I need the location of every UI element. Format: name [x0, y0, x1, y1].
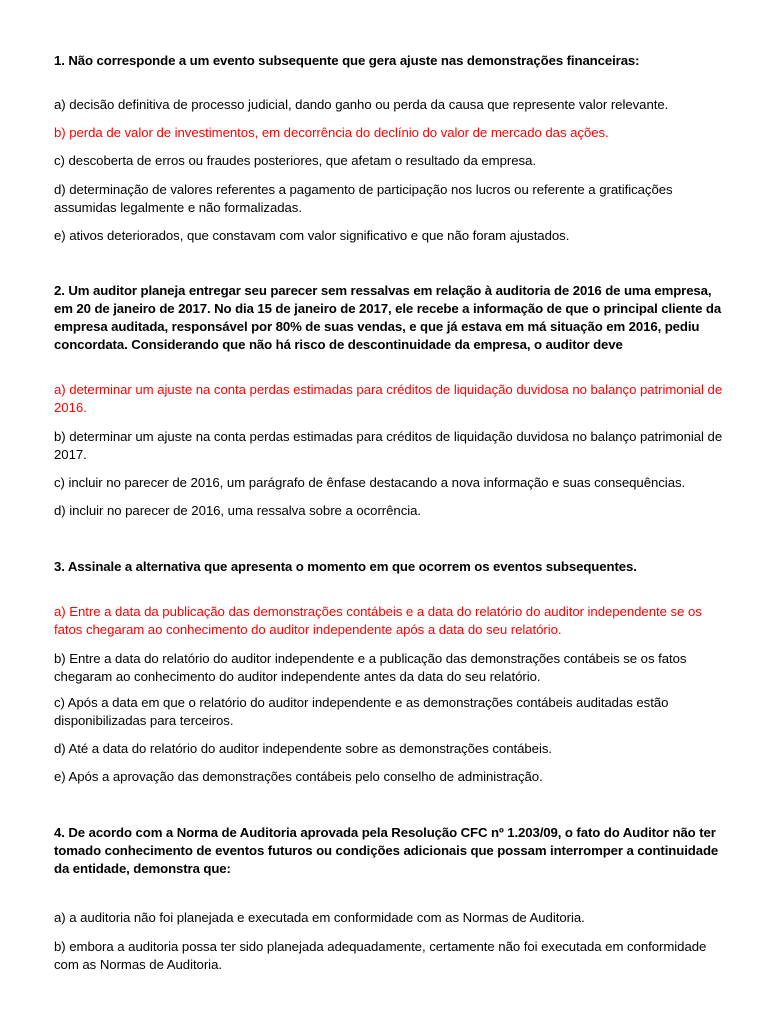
question-3-option-c: c) Após a data em que o relatório do auditor independente e as demonstrações contábeis auditadas estão	[54, 695, 669, 710]
question-2-option-d: d) incluir no parecer de 2016, uma ressalva sobre a ocorrência.	[54, 503, 422, 518]
question-2-title-line-3: empresa auditada, responsável por 80% de suas vendas, e que já estava em má situação em 2016, pediu	[54, 319, 700, 334]
question-4-title: 4. De acordo com a Norma de Auditoria aprovada pela Resolução CFC nº 1.203/09, o fato do Auditor não ter	[54, 825, 716, 840]
question-4-title-line-2: tomado conhecimento de eventos futuros ou condições adicionais que possam interromper a continuidade	[54, 843, 719, 858]
question-2-title-line-4: concordata. Considerando que não há risco de descontinuidade da empresa, o auditor deve	[54, 337, 623, 352]
question-1-option-b-answer: b) perda de valor de investimentos, em decorrência do declínio do valor de mercado das ações.	[54, 125, 609, 140]
question-4-option-b: b) embora a auditoria possa ter sido planejada adequadamente, certamente não foi executada em conformidade	[54, 939, 707, 954]
question-2-title-line-2: em 20 de janeiro de 2017. No dia 15 de janeiro de 2017, ele recebe a informação de que o principal cliente da	[54, 301, 722, 316]
question-2-option-b: b) determinar um ajuste na conta perdas estimadas para créditos de liquidação duvidosa no balanço patrimonial de	[54, 429, 723, 444]
question-2-title: 2. Um auditor planeja entregar seu parecer sem ressalvas em relação à auditoria de 2016 de uma empresa,	[54, 283, 712, 298]
question-3-option-a-answer-cont: fatos chegaram ao conhecimento do auditor independente após a data do seu relatório.	[54, 622, 562, 637]
question-3-option-e: e) Após a aprovação das demonstrações contábeis pelo conselho de administração.	[54, 769, 543, 784]
question-1-option-e: e) ativos deteriorados, que constavam com valor significativo e que não foram ajustados.	[54, 228, 570, 243]
question-2-option-a-answer-cont: 2016.	[54, 400, 87, 415]
question-1-title: 1. Não corresponde a um evento subsequente que gera ajuste nas demonstrações financeiras:	[54, 53, 640, 68]
question-2-option-b-cont: 2017.	[54, 447, 87, 462]
question-1-option-a: a) decisão definitiva de processo judicial, dando ganho ou perda da causa que represente valor relevante.	[54, 97, 669, 112]
question-1-option-d: d) determinação de valores referentes a pagamento de participação nos lucros ou referente a gratificações	[54, 182, 673, 197]
question-1-option-c: c) descoberta de erros ou fraudes posteriores, que afetam o resultado da empresa.	[54, 153, 536, 168]
question-3-option-b: b) Entre a data do relatório do auditor independente e a publicação das demonstrações contábeis se os fatos	[54, 651, 687, 666]
question-3-title: 3. Assinale a alternativa que apresenta o momento em que ocorrem os eventos subsequentes.	[54, 559, 637, 574]
question-4-option-a: a) a auditoria não foi planejada e executada em conformidade com as Normas de Auditoria.	[54, 910, 585, 925]
question-4-option-b-cont: com as Normas de Auditoria.	[54, 957, 222, 972]
question-1-option-d-cont: assumidas legalmente e não formalizadas.	[54, 200, 302, 215]
question-3-option-b-cont: chegaram ao conhecimento do auditor independente antes da data do seu relatório.	[54, 669, 541, 684]
question-3-option-c-cont: disponibilizadas para terceiros.	[54, 713, 234, 728]
question-3-option-d: d) Até a data do relatório do auditor independente sobre as demonstrações contábeis.	[54, 741, 552, 756]
question-4-title-line-3: da entidade, demonstra que:	[54, 861, 231, 876]
question-2-option-a-answer: a) determinar um ajuste na conta perdas estimadas para créditos de liquidação duvidosa no balanço patrimonial de	[54, 382, 723, 397]
question-2-option-c: c) incluir no parecer de 2016, um parágrafo de ênfase destacando a nova informação e suas consequências.	[54, 475, 686, 490]
question-3-option-a-answer: a) Entre a data da publicação das demonstrações contábeis e a data do relatório do auditor independente se os	[54, 604, 702, 619]
